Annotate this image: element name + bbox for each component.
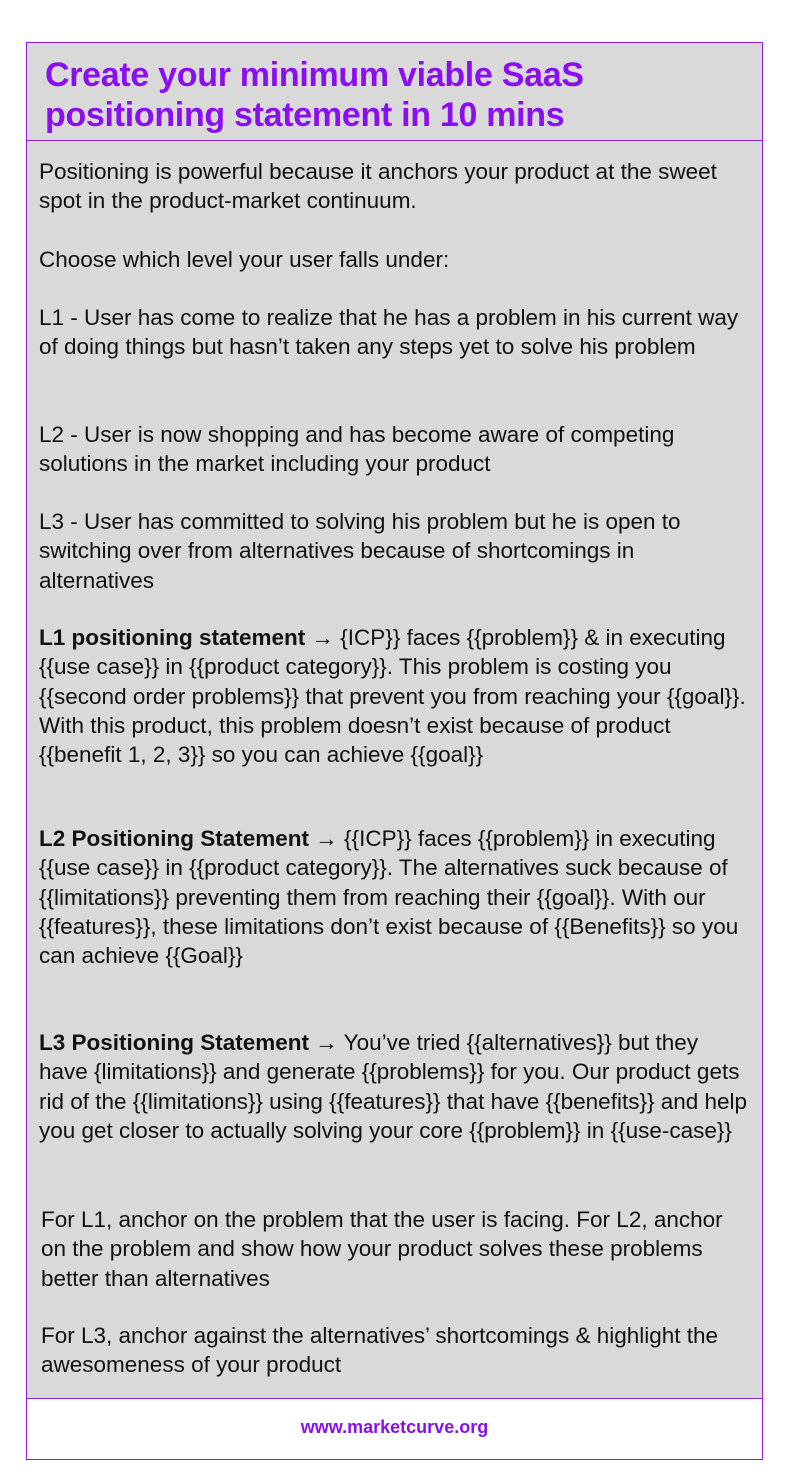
l3-statement-text: You’ve tried {{alternatives}} but they have {limitations}} and generate {{problems}} for you. Our product gets rid of the {{limitations}} using {{features}} that have {{benefits}} and help you get closer to actually solving your core {{problem}} in {{use-case}} [39, 1030, 748, 1143]
anchor-l3-tip: For L3, anchor against the alternatives’ shortcomings & highlight the awesomeness of your product [41, 1323, 719, 1378]
arrow-icon: → [309, 826, 345, 851]
l1-statement-label: L1 positioning statement [39, 625, 306, 650]
anchor-l1-l2-tip: For L1, anchor on the problem that the user is facing. For L2, anchor on the problem and show how your product solves these problems better than alternatives [41, 1207, 723, 1291]
infographic-card [26, 42, 763, 1460]
arrow-icon: → [309, 1030, 344, 1055]
page-title: Create your minimum viable SaaS positioning statement in 10 mins [45, 56, 584, 134]
content-panel [27, 141, 762, 1399]
l3-positioning-statement [39, 1028, 751, 1145]
level-3-description: L3 - User has committed to solving his problem but he is open to switching over from alternatives because of shortcomings in alternatives [39, 509, 681, 593]
intro-paragraph: Positioning is powerful because it anchors your product at the sweet spot in the product-market continuum. [39, 159, 717, 214]
arrow-icon: → [305, 625, 341, 650]
l2-statement-label: L2 Positioning Statement [39, 826, 310, 851]
l2-statement-text: {{ICP}} faces {{problem}} in executing {{use case}} in {{product category}}. The alternatives suck because of {{limitations}} preventing them from reaching their {{goal}}. With our {{features}}, these limitations don’t exist because of {{Benefits}} so you can achieve {{Goal}} [39, 826, 739, 969]
header [27, 43, 762, 141]
level-1-description: L1 - User has come to realize that he has a problem in his current way of doing things but hasn’t taken any steps yet to solve his problem [39, 305, 739, 360]
l3-statement-label: L3 Positioning Statement [39, 1030, 310, 1055]
footer [27, 1399, 762, 1459]
l1-statement-text: {ICP}} faces {{problem}} & in executing {{use case}} in {{product category}}. This problem is costing you {{second order problems}} that prevent you from reaching your {{goal}}. With this product, this problem doesn’t exist because of product {{benefit 1, 2, 3}} so you can achieve {{goal}} [39, 625, 746, 768]
l1-positioning-statement [39, 623, 751, 769]
level-2-description: L2 - User is now shopping and has become aware of competing solutions in the market including your product [39, 422, 675, 477]
l2-positioning-statement [39, 824, 751, 970]
choose-level-prompt: Choose which level your user falls under: [39, 247, 450, 272]
website-link[interactable]: www.marketcurve.org [300, 1417, 489, 1437]
